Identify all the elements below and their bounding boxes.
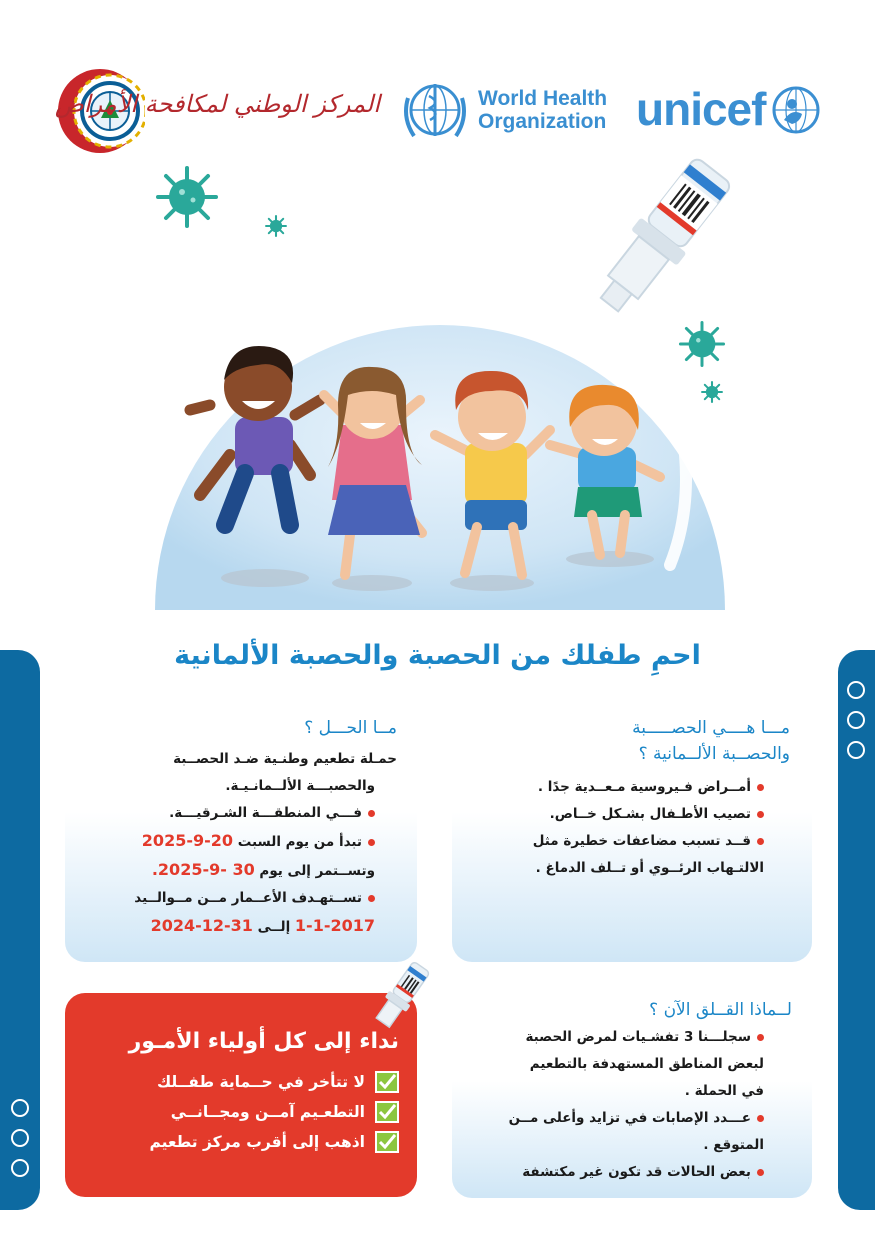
vaccine-vial-icon bbox=[360, 958, 440, 1038]
list-item: تســتهـدف الأعــمار مــن مــوالــيد bbox=[77, 885, 397, 912]
card-solution bbox=[65, 690, 417, 962]
who-logo bbox=[400, 78, 615, 144]
unicef-emblem-icon bbox=[770, 84, 822, 136]
who-emblem-icon bbox=[400, 78, 470, 142]
list-item: اذهب إلى أقرب مركز تطعيم bbox=[79, 1127, 399, 1157]
ring-icon bbox=[11, 1099, 29, 1117]
virus-icon bbox=[152, 162, 222, 232]
measles-facts-list bbox=[464, 774, 764, 882]
list-item: المتوقع . bbox=[703, 1137, 764, 1153]
who-name-line1: World Health bbox=[478, 87, 608, 110]
ring-icon bbox=[847, 741, 865, 759]
list-item: الالتـهاب الرئــوي أو تــلف الدماغ . bbox=[535, 860, 764, 876]
bullet-icon bbox=[757, 1034, 764, 1041]
ring-icon bbox=[11, 1129, 29, 1147]
ncdc-logo bbox=[55, 66, 385, 156]
right-side-bar bbox=[838, 650, 875, 1210]
list-item: تبدأ من يوم السبت 20-9-2025 bbox=[77, 827, 397, 856]
bullet-icon bbox=[368, 810, 375, 817]
list-item: والحصبـــة الألــمانـيـة. bbox=[225, 778, 375, 794]
callout-title: نداء إلى كل أولياء الأمـور bbox=[128, 1029, 399, 1054]
bullet-icon bbox=[368, 839, 375, 846]
vaccine-vial-icon bbox=[575, 150, 745, 330]
list-item: لا تتأخر في حــماية طفــلك bbox=[79, 1067, 399, 1097]
ring-icon bbox=[11, 1159, 29, 1177]
end-date: 30 -9-2025. bbox=[151, 860, 255, 879]
list-item: فـــي المنطقـــة الشـرقيـــة. bbox=[77, 800, 397, 827]
list-item: سجلـــنا 3 تفشـيات لمرض الحصبة bbox=[454, 1024, 764, 1051]
ring-icon bbox=[847, 711, 865, 729]
virus-icon bbox=[700, 380, 724, 404]
ncdc-name: المركز الوطني لمكافحة الأمراض bbox=[54, 90, 380, 118]
page-title: احمِ طفلك من الحصبة والحصبة الألمانية bbox=[174, 640, 701, 671]
list-item: 1-1-2017 إلــى 31-12-2024 bbox=[150, 916, 375, 935]
list-item: عـــدد الإصابات في تزايد وأعلى مــن bbox=[454, 1105, 764, 1132]
callout-list bbox=[79, 1067, 399, 1157]
list-item: قــد تسبب مضاعفات خطيرة مثل bbox=[464, 828, 764, 855]
virus-icon bbox=[264, 214, 288, 238]
ring-icon bbox=[847, 681, 865, 699]
check-icon bbox=[375, 1131, 399, 1153]
list-item: في الحملة . bbox=[684, 1083, 764, 1099]
card-heading: مــا الحـــل ؟ bbox=[304, 718, 397, 738]
list-item: وتســتمر إلى يوم 30 -9-2025. bbox=[151, 860, 375, 879]
card-heading: والحصــبة الألــمانية ؟ bbox=[638, 744, 790, 764]
list-item: تصيب الأطـفال بشـكل خــاص. bbox=[464, 801, 764, 828]
bullet-icon bbox=[757, 811, 764, 818]
left-side-bar bbox=[0, 650, 40, 1210]
list-item: أمــراض فـيروسية مـعــدية جدًا . bbox=[464, 774, 764, 801]
bullet-icon bbox=[757, 1115, 764, 1122]
campaign-details-list bbox=[77, 746, 397, 941]
card-why-worry-now bbox=[452, 986, 812, 1198]
unicef-logo bbox=[636, 80, 826, 140]
who-name-line2: Organization bbox=[478, 110, 607, 133]
check-icon bbox=[375, 1101, 399, 1123]
list-item: بعض الحالات قد تكون غير مكتشفة bbox=[454, 1159, 764, 1186]
bullet-icon bbox=[757, 838, 764, 845]
target-from-date: 1-1-2017 bbox=[294, 916, 375, 935]
target-to-date: 31-12-2024 bbox=[150, 916, 253, 935]
list-item: حمـلة تطعيم وطنـية ضـد الحصــبة bbox=[173, 751, 397, 767]
list-item: التطعـيم آمــن ومجــانــي bbox=[79, 1097, 399, 1127]
card-heading: مـــا هــــي الحصـــــبة bbox=[632, 718, 790, 738]
why-now-list bbox=[454, 1024, 764, 1186]
unicef-name: unicef bbox=[636, 83, 766, 135]
start-date: 20-9-2025 bbox=[141, 831, 234, 850]
bullet-icon bbox=[757, 784, 764, 791]
list-item: لبعض المناطق المستهدفة بالتطعيم bbox=[529, 1056, 764, 1072]
bullet-icon bbox=[757, 1169, 764, 1176]
check-icon bbox=[375, 1071, 399, 1093]
card-heading: لــماذا القــلق الآن ؟ bbox=[649, 1000, 792, 1020]
card-what-is-measles bbox=[452, 690, 812, 962]
bullet-icon bbox=[368, 895, 375, 902]
